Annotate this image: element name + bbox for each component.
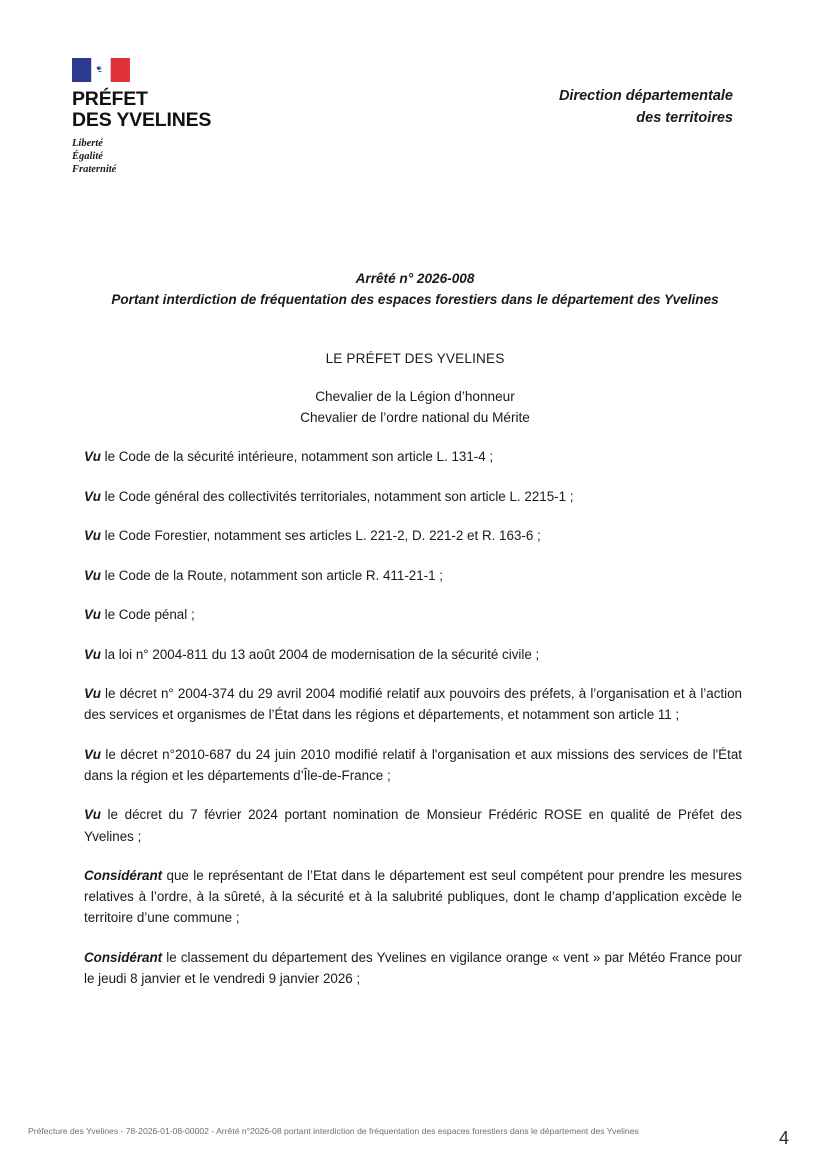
clause-considerant-2 bbox=[84, 947, 742, 989]
document-body bbox=[84, 446, 742, 989]
clause-keyword: Vu bbox=[84, 686, 101, 702]
department-title-line1: Direction départementale bbox=[558, 88, 733, 104]
prefecture-title-line1: PRÉFET bbox=[72, 88, 148, 110]
prefecture-title-line2: DES YVELINES bbox=[72, 109, 212, 132]
clause-vu-2 bbox=[84, 486, 742, 507]
clause-vu-6 bbox=[84, 644, 742, 665]
clause-text: le Code pénal ; bbox=[100, 607, 195, 623]
clause-vu-7 bbox=[84, 683, 742, 725]
prefecture-title bbox=[72, 89, 332, 131]
prefecture-logo-block bbox=[72, 58, 332, 176]
clause-text: le décret n°2010-687 du 24 juin 2010 modifié relatif à l'organisation et aux missions des services de l'État dans la région et les départements d’Île-de-France ; bbox=[84, 746, 742, 783]
republic-motto bbox=[72, 138, 332, 176]
clause-vu-9 bbox=[84, 804, 742, 846]
honor-legion-honneur: Chevalier de la Légion d’honneur bbox=[315, 389, 515, 404]
page-number: 4 bbox=[778, 1128, 789, 1148]
clause-keyword: Vu bbox=[84, 567, 101, 583]
issuing-authority: LE PRÉFET DES YVELINES bbox=[325, 351, 505, 366]
clause-keyword: Considérant bbox=[84, 868, 163, 884]
clause-vu-3 bbox=[84, 525, 742, 546]
motto-fraternite: Fraternité bbox=[72, 163, 117, 175]
clause-keyword: Vu bbox=[84, 528, 101, 544]
document-title bbox=[95, 268, 735, 311]
clause-keyword: Vu bbox=[84, 488, 101, 504]
clause-vu-4 bbox=[84, 565, 742, 586]
arrete-number: Arrêté n° 2026-008 bbox=[355, 271, 475, 286]
footer-reference: Préfecture des Yvelines - 78-2026-01-08-00002 - Arrêté n°2026-08 portant interdiction de fréquentation des espaces forestiers dans le département des Yvelines bbox=[28, 1126, 639, 1136]
page-footer bbox=[28, 1125, 807, 1161]
department-service-title bbox=[559, 85, 733, 130]
arrete-subject: Portant interdiction de fréquentation des espaces forestiers dans le département des Yvelines bbox=[111, 292, 719, 308]
french-flag-marianne-icon bbox=[72, 58, 130, 82]
clause-text: le classement du département des Yvelines en vigilance orange « vent » par Météo France pour le jeudi 8 janvier et le vendredi 9 janvier 2026 ; bbox=[84, 949, 742, 986]
clause-text: le Code de la sécurité intérieure, notamment son article L. 131-4 ; bbox=[100, 449, 494, 464]
clause-text: le Code général des collectivités territoriales, notamment son article L. 2215-1 ; bbox=[100, 488, 574, 504]
motto-liberte: Liberté bbox=[72, 138, 103, 150]
clause-keyword: Vu bbox=[84, 449, 101, 464]
department-title-line2: des territoires bbox=[636, 110, 733, 127]
clause-vu-5 bbox=[84, 604, 742, 625]
motto-egalite: Égalité bbox=[72, 150, 103, 162]
clause-text: le Code de la Route, notamment son article R. 411-21-1 ; bbox=[100, 567, 444, 583]
clause-keyword: Considérant bbox=[84, 949, 163, 965]
clause-text: le décret du 7 février 2024 portant nomination de Monsieur Frédéric ROSE en qualité de Préfet des Yvelines ; bbox=[84, 807, 742, 844]
clause-keyword: Vu bbox=[84, 607, 101, 623]
clause-text: que le représentant de l’Etat dans le département est seul compétent pour prendre les mesures relatives à l’ordre, à la sûreté, à la sécurité et à la salubrité publiques, dont le champ d’application excède le territoire d’une commune ; bbox=[84, 868, 742, 926]
clause-vu-1 bbox=[84, 446, 742, 467]
clause-keyword: Vu bbox=[84, 646, 101, 662]
clause-keyword: Vu bbox=[84, 746, 101, 762]
page-header bbox=[0, 58, 827, 178]
clause-vu-8 bbox=[84, 744, 742, 786]
honor-ordre-merite: Chevalier de l’ordre national du Mérite bbox=[300, 410, 530, 426]
clause-text: la loi n° 2004-811 du 13 août 2004 de modernisation de la sécurité civile ; bbox=[100, 646, 540, 662]
clause-considerant-1 bbox=[84, 865, 742, 928]
clause-text: le décret n° 2004-374 du 29 avril 2004 modifié relatif aux pouvoirs des préfets, à l’organisation et à l’action des services et organismes de l’État dans les régions et départements, et notamment son article 11 ; bbox=[84, 686, 742, 723]
authority-honors bbox=[95, 386, 735, 429]
clause-keyword: Vu bbox=[84, 807, 101, 823]
clause-text: le Code Forestier, notamment ses articles L. 221-2, D. 221-2 et R. 163-6 ; bbox=[100, 528, 541, 544]
